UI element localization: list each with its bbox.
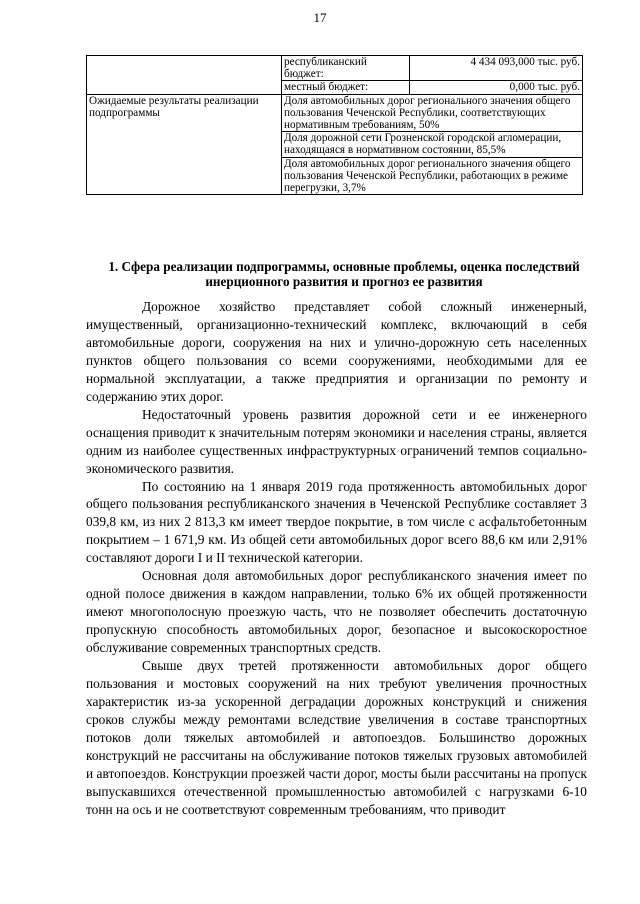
funding-label-cell: местный бюджет: [282, 81, 410, 94]
table-row [87, 94, 583, 132]
paragraph: Свыше двух третей протяженности автомобильных дорог общего пользования и мостовых сооружений на них требуют увеличения прочностных характеристик из-за ускоренной деградации дорожных конструкций и снижения сроков службы между ремонтами вследствие увеличения в составе транспортных потоков доли тяжелых автомобилей и автопоездов. Большинство дорожных конструкций не рассчитаны на обслуживание потоков тяжелых грузовых автомобилей и автопоездов. Конструкции проезжей части дорог, мосты были рассчитаны на пропуск выпускавшихся отечественной промышленностью автомобилей с нагрузками 6-10 тонн на ось и не соответствуют современным требованиям, что приводит [86, 658, 587, 817]
funding-label-cell: республиканский бюджет: [282, 56, 410, 81]
section-body [86, 298, 587, 819]
result-cell: Доля дорожной сети Грозненской городской агломерации, находящаяся в нормативном состоянии, 85,5% [282, 132, 583, 157]
paragraph: По состоянию на 1 января 2019 года протяженность автомобильных дорог общего пользования республиканского значения в Чеченской Республике составляет 3 039,8 км, из них 2 813,3 км имеет твердое покрытие, в том числе с асфальтобетонным покрытием – 1 671,9 км. Из общей сети автомобильных дорог всего 88,6 км или 2,91% составляют дороги I и II технической категории. [86, 478, 587, 566]
page-number: 17 [313, 10, 327, 25]
paragraph: Недостаточный уровень развития дорожной сети и ее инженерного оснащения приводит к значительным потерям экономики и населения страны, является одним из наиболее существенных инфраструктурных ограничений темпов социально-экономического развития. [86, 406, 587, 476]
program-summary-table [86, 55, 583, 195]
result-cell: Доля автомобильных дорог регионального значения общего пользования Чеченской Республики, работающих в режиме перегрузки, 3,7% [282, 157, 583, 195]
section-heading: 1. Сфера реализации подпрограммы, основные проблемы, оценка последствий инерционного развития и прогноз ее развития [108, 259, 580, 289]
paragraph: Дорожное хозяйство представляет собой сложный инженерный, имущественный, организационно-технический комплекс, включающий в себя автомобильные дороги, сооружения на них и улично-дорожную сеть населенных пунктов общего пользования со всеми сооружениями, необходимыми для ее нормальной эксплуатации, а также предприятия и организации по ремонту и содержанию этих дорог. [86, 299, 587, 404]
result-cell: Доля автомобильных дорог регионального значения общего пользования Чеченской Республики, соответствующих нормативным требованиям, 50% [282, 94, 583, 132]
funding-amount-cell: 0,000 тыс. руб. [410, 81, 583, 94]
table-row [87, 56, 583, 81]
paragraph: Основная доля автомобильных дорог республиканского значения имеет по одной полосе движения в каждом направлении, только 6% их общей протяженности имеют многополосную проезжую часть, что не позволяет обеспечить достаточную пропускную способность автомобильных дорог, безопасное и высокоскоростное обслуживание современных транспортных средств. [86, 568, 587, 656]
funding-amount-cell: 4 434 093,000 тыс. руб. [410, 56, 583, 81]
empty-cell [87, 56, 282, 95]
results-label-cell: Ожидаемые результаты реализации подпрограммы [87, 94, 282, 195]
